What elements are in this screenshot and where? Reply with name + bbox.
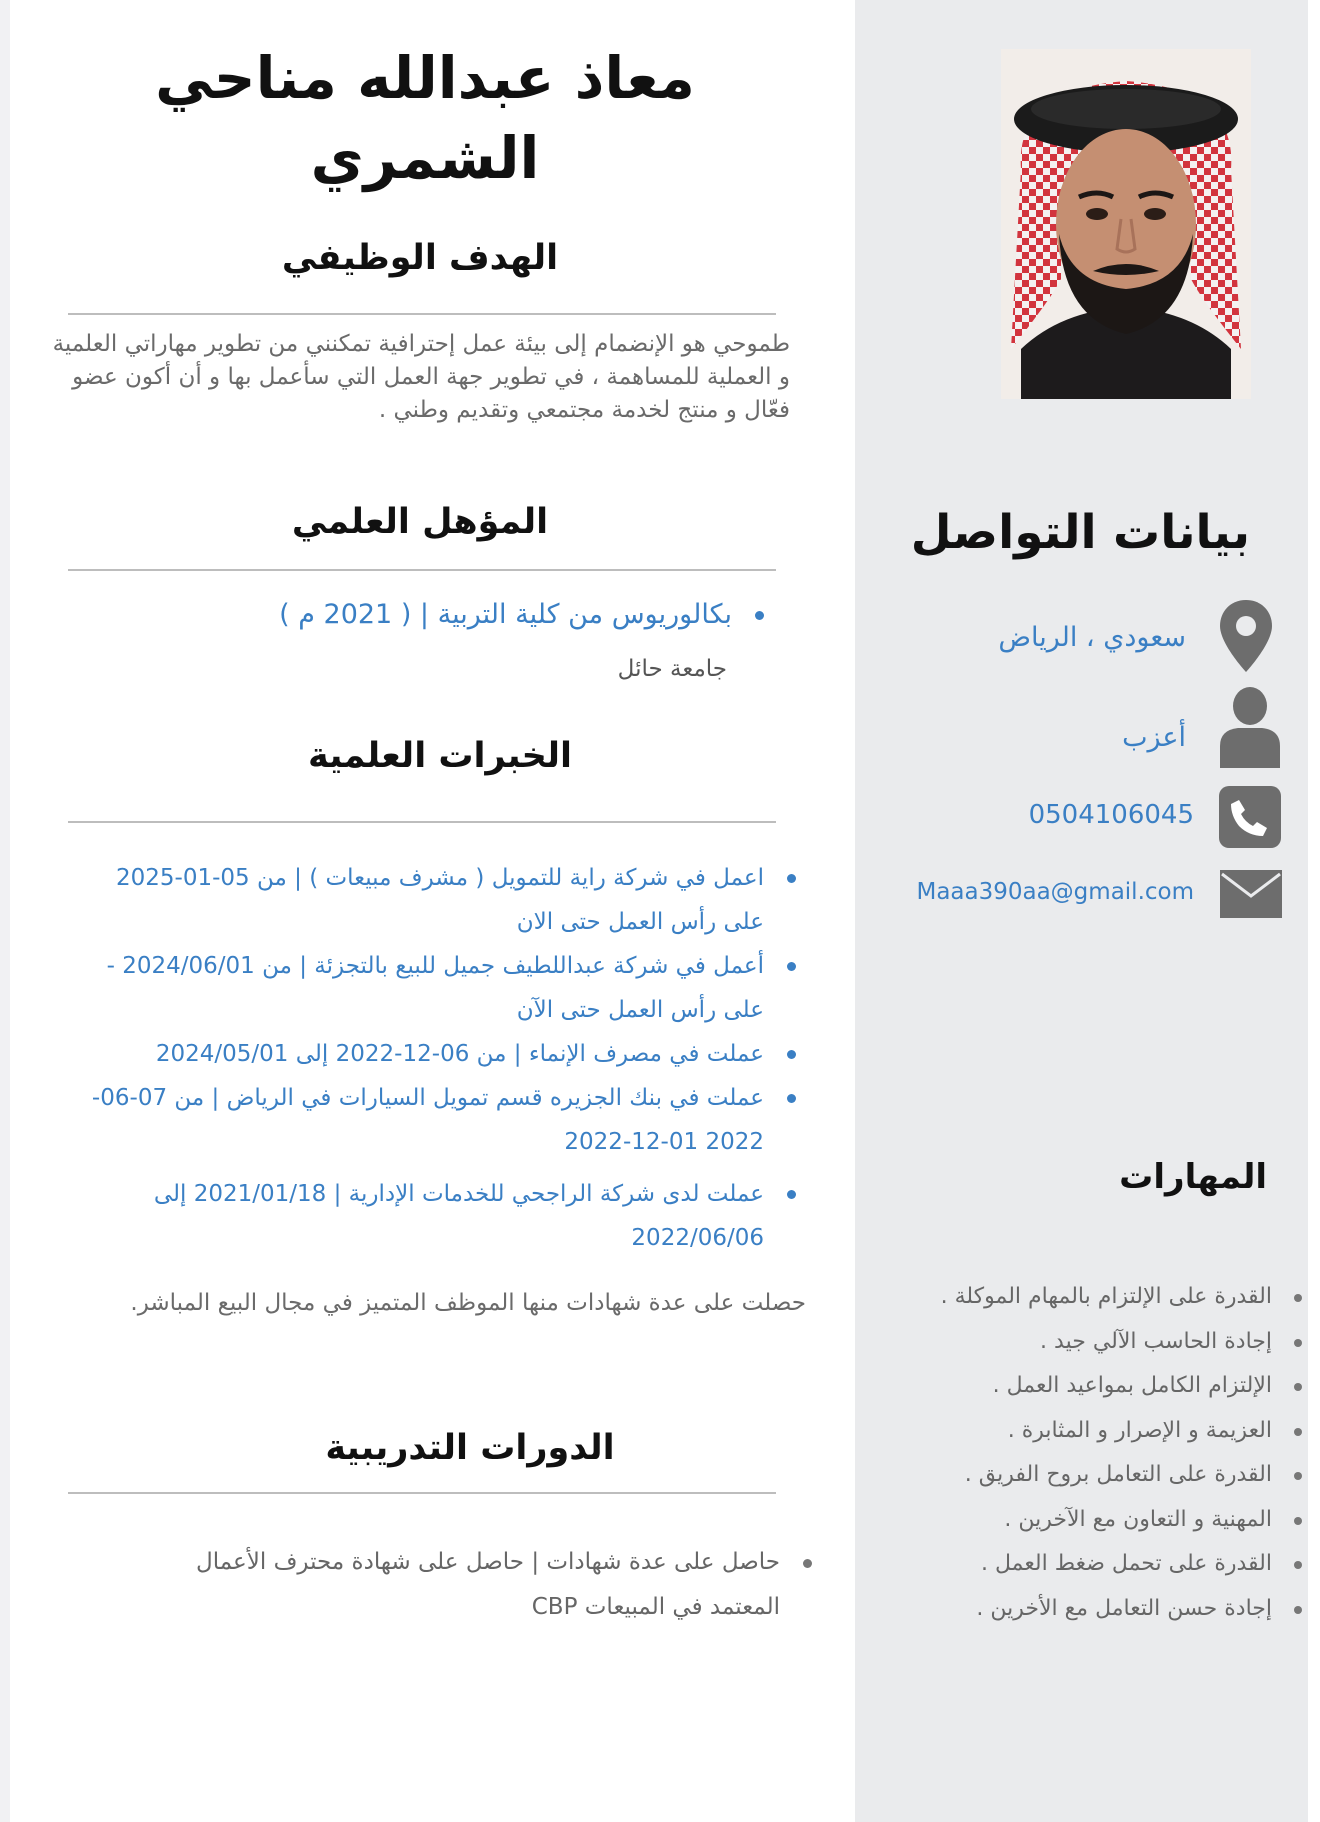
- experience-list: [60, 856, 804, 1260]
- bullet: [1294, 1472, 1302, 1480]
- courses-divider: [68, 1492, 776, 1494]
- list-item: [60, 1076, 844, 1164]
- bullet: [1294, 1339, 1302, 1347]
- objective-text: طموحي هو الإنضمام إلى بيئة عمل إحترافية تمكنني من تطوير مهاراتي العلمية و العملية للمساهمة ، في تطوير جهة العمل التي سأعمل بها و أن أكون عضو فعّال و منتج لخدمة مجتمعي وتقديم وطني .: [52, 331, 790, 423]
- bullet: [787, 874, 796, 883]
- list-item: [140, 1540, 820, 1630]
- bullet: [1294, 1383, 1302, 1391]
- skill-text: القدرة على الإلتزام بالمهام الموكلة .: [940, 1284, 1272, 1309]
- courses-title: الدورات التدريبية: [325, 1428, 615, 1468]
- bullet: [1294, 1294, 1302, 1302]
- experience-text: عملت لدى شركة الراجحي للخدمات الإدارية | 2021/01/18 إلى 2022/06/06: [153, 1181, 764, 1251]
- experience-text: عملت في بنك الجزيره قسم تمويل السيارات في الرياض | من 07-06-2022 01-12-2022: [91, 1085, 764, 1155]
- experience-text: اعمل في شركة راية للتمويل ( مشرف مبيعات ) | من 05-01-2025 على رأس العمل حتى الان: [115, 865, 764, 935]
- list-item: [860, 1587, 1306, 1632]
- list-item: [60, 1172, 804, 1260]
- skill-text: المهنية و التعاون مع الآخرين .: [1004, 1506, 1272, 1532]
- education-title: المؤهل العلمي: [291, 502, 549, 542]
- certificates-text: حصلت على عدة شهادات منها الموظف المتميز في مجال البيع المباشر.: [130, 1290, 806, 1316]
- experience-text: أعمل في شركة عبداللطيف جميل للبيع بالتجزئة | من 2024/06/01 - على رأس العمل حتى الآن: [106, 953, 764, 1023]
- courses-list: [140, 1540, 820, 1630]
- email-address[interactable]: Maaa390aa@gmail.com: [916, 879, 1194, 905]
- education-list: [40, 595, 772, 635]
- list-item: [860, 1275, 1306, 1320]
- location-pin-icon: [1218, 598, 1274, 674]
- list-item: [860, 1498, 1306, 1543]
- candidate-name: معاذ عبدالله مناحي الشمري: [155, 44, 695, 192]
- location-text: سعودي ، الرياض: [998, 622, 1186, 653]
- experience-title: الخبرات العلمية: [308, 736, 572, 776]
- profile-photo: [1001, 49, 1251, 399]
- experience-divider: [68, 821, 776, 823]
- list-item: [60, 1032, 804, 1076]
- skill-text: القدرة على تحمل ضغط العمل .: [980, 1551, 1272, 1576]
- portrait-illustration: [1001, 49, 1251, 399]
- list-item: [60, 944, 804, 1032]
- education-divider: [68, 569, 776, 571]
- person-icon: [1218, 686, 1282, 768]
- list-item: [860, 1453, 1306, 1498]
- phone-number[interactable]: 0504106045: [1028, 800, 1194, 830]
- bullet: [803, 1559, 812, 1568]
- skill-text: الإلتزام الكامل بمواعيد العمل .: [992, 1373, 1272, 1398]
- skill-text: إجادة حسن التعامل مع الأخرين .: [976, 1595, 1272, 1621]
- right-margin: [1308, 0, 1320, 1822]
- list-item: [860, 1542, 1306, 1587]
- bullet: [787, 1094, 796, 1103]
- list-item: [40, 595, 772, 635]
- marital-status: أعزب: [1122, 722, 1186, 753]
- skill-text: القدرة على التعامل بروح الفريق .: [964, 1462, 1272, 1487]
- skill-text: إجادة الحاسب الآلي جيد .: [1040, 1328, 1272, 1354]
- bullet: [755, 611, 764, 620]
- bullet: [1294, 1561, 1302, 1569]
- bullet: [1294, 1428, 1302, 1436]
- list-item: [860, 1364, 1306, 1409]
- bullet: [1294, 1606, 1302, 1614]
- course-text: حاصل على عدة شهادات | حاصل على شهادة محترف الأعمال المعتمد في المبيعات CBP: [196, 1549, 780, 1620]
- skill-text: العزيمة و الإصرار و المثابرة .: [1007, 1417, 1272, 1443]
- experience-text: عملت في مصرف الإنماء | من 06-12-2022 إلى 2024/05/01: [155, 1041, 764, 1067]
- degree-text: بكالوريوس من كلية التربية | ( 2021 م ): [279, 599, 732, 630]
- objective-divider: [68, 313, 776, 315]
- envelope-icon: [1220, 870, 1282, 918]
- skills-title: المهارات: [1119, 1157, 1267, 1197]
- skills-list: [860, 1275, 1306, 1631]
- bullet: [787, 962, 796, 971]
- bullet: [787, 1050, 796, 1059]
- contact-title: بيانات التواصل: [910, 505, 1250, 560]
- phone-icon: [1219, 786, 1281, 848]
- list-item: [860, 1409, 1306, 1454]
- objective-title: الهدف الوظيفي: [281, 238, 559, 278]
- bullet: [1294, 1517, 1302, 1525]
- list-item: [60, 856, 804, 944]
- left-margin: [0, 0, 10, 1822]
- university-name: جامعة حائل: [617, 656, 727, 682]
- bullet: [787, 1190, 796, 1199]
- list-item: [860, 1320, 1306, 1365]
